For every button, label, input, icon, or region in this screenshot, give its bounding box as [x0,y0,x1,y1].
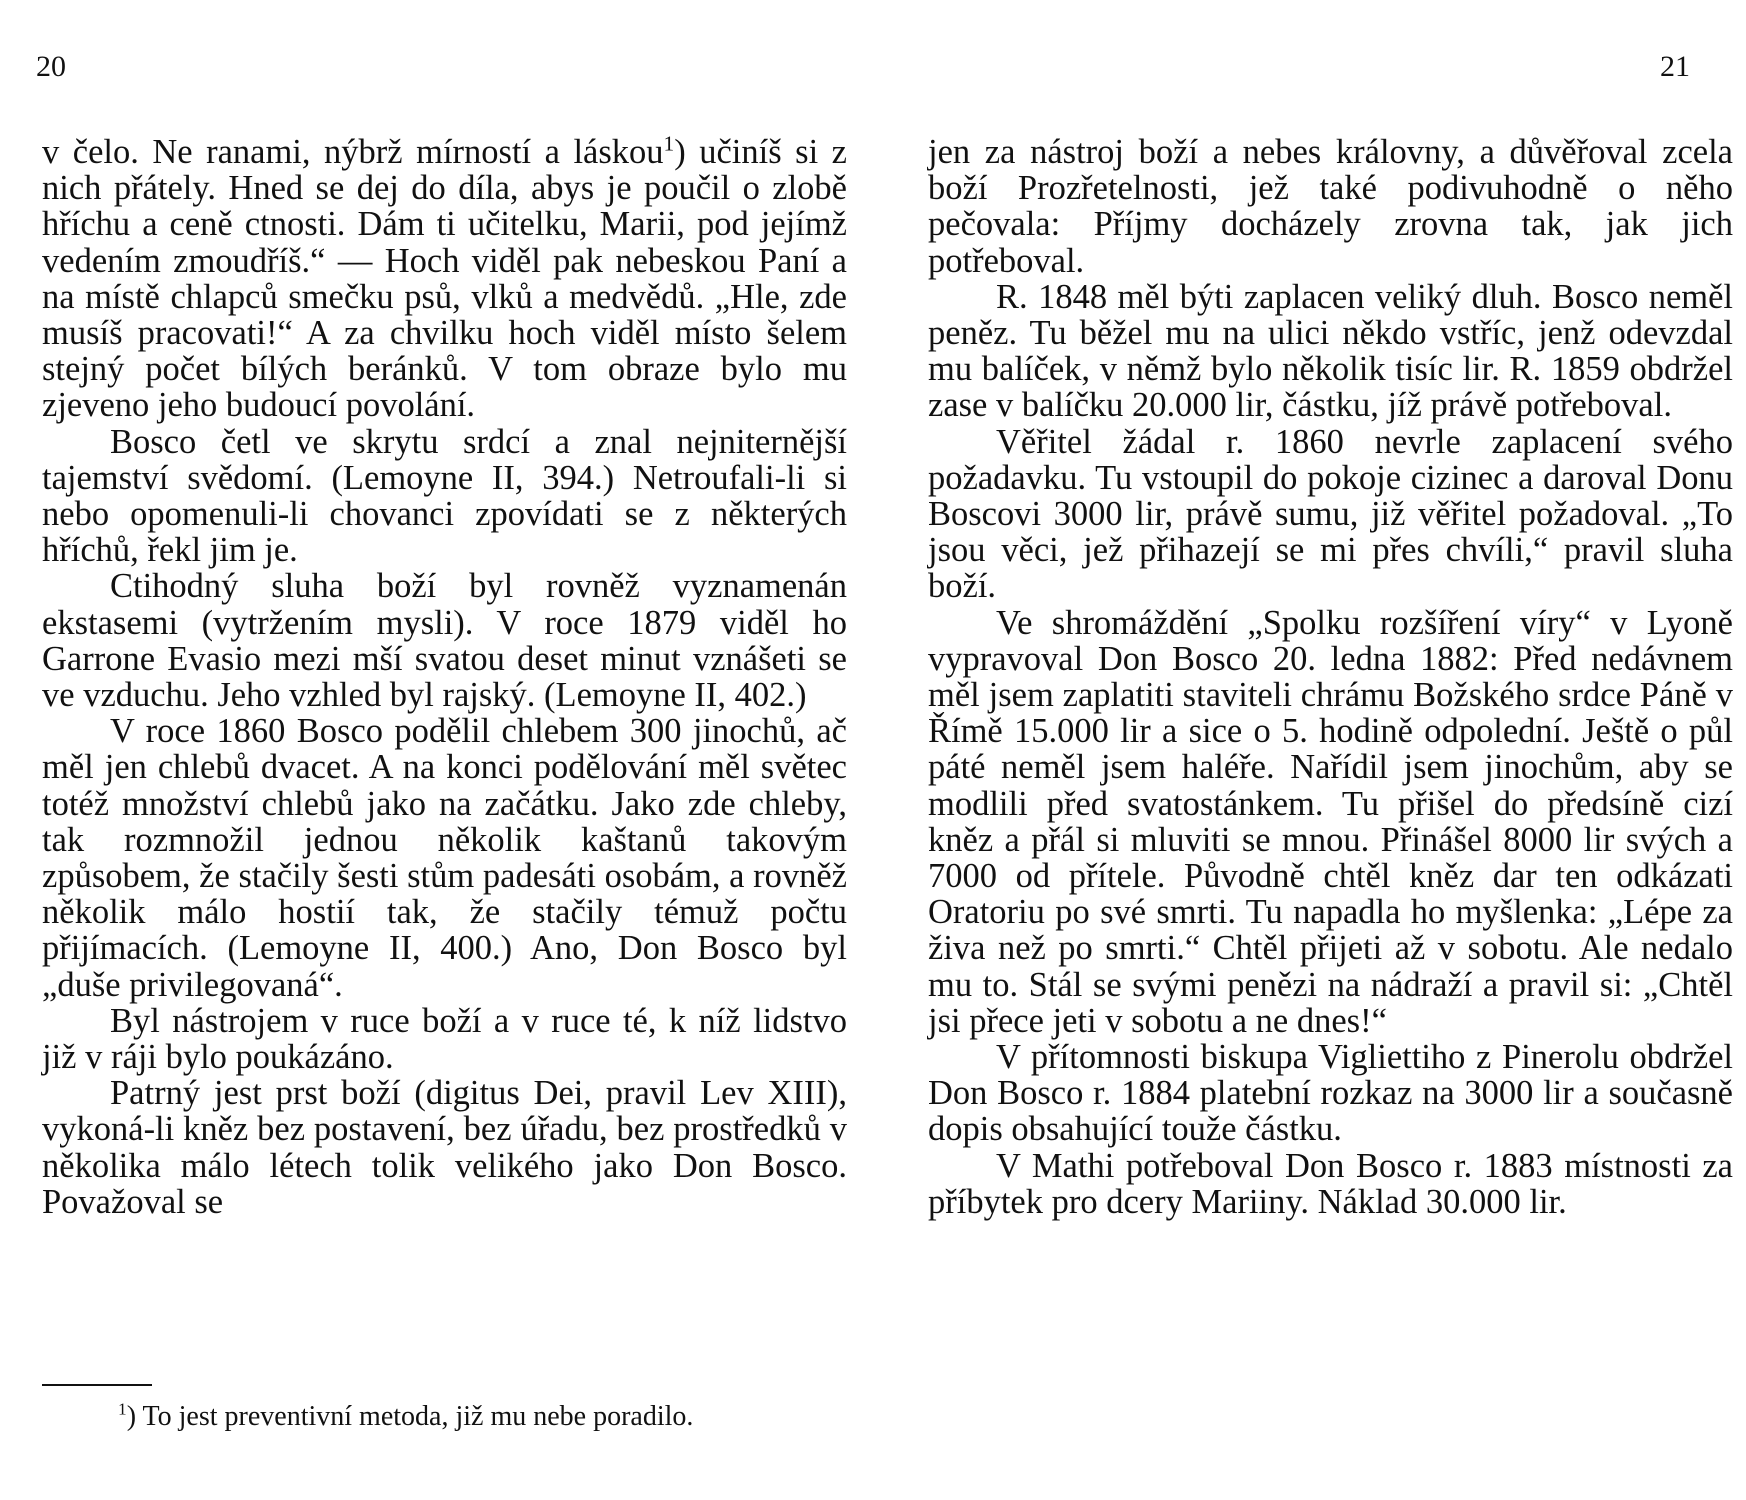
right-page-text-column [928,134,1733,1220]
right-paragraph-3: Věřitel žádal r. 1860 nevrle zaplacení svého požadavku. Tu vstoupil do pokoje cizinec a daroval Donu Boscovi 3000 lir, právě sumu, již věřitel požadoval. „To jsou věci, jež přihazejí se mi přes chvíli,“ pravil sluha boží. [928,422,1733,606]
left-paragraph-1-continuation: ) učiníš si z nich přátely. Hned se dej do díla, abys je poučil o zlobě hříchu a ceně ctnosti. Dám ti učitelku, Marii, pod jejímž vedením zmoudříš.“ — Hoch viděl pak nebeskou Paní a na místě chlapců smečku psů, vlků a medvědů. „Hle, zde musíš pracovati!“ A za chvilku hoch viděl místo šelem stejný počet bílých beránků. V tom obraze bylo mu zjeveno jeho budoucí povolání. [42,133,847,425]
right-paragraph-6: V Mathi potřeboval Don Bosco r. 1883 místnosti za příbytek pro dcery Mariiny. Náklad 30.000 lir. [928,1146,1733,1221]
right-paragraph-4: Ve shromáždění „Spolku rozšíření víry“ v Lyoně vypravoval Don Bosco 20. ledna 1882: Před nedávnem měl jsem zaplatiti staviteli chrámu Božského srdce Páně v Římě 15.000 lir a sice o 5. hodině odpolední. Ještě o půl páté neměl jsem haléře. Nařídil jsem jinochům, aby se modlili před svatostánkem. Tu přišel do předsíně cizí kněz a přál si mluviti se mnou. Přinášel 8000 lir svých a 7000 od přítele. Původně chtěl kněz dar ten odkázati Oratoriu po své smrti. Tu napadla ho myšlenka: „Lépe za živa než po smrti.“ Chtěl přijeti až v sobotu. Ale nedalo mu to. Stál se svými penězi na nádraží a pravil si: „Chtěl jsi přece jeti v sobotu a ne dnes!“ [928,603,1733,1040]
left-paragraph-2: Bosco četl ve skrytu srdcí a znal nejniternější tajemství svědomí. (Lemoyne II, 394.) Netroufali-li si nebo opomenuli-li chovanci zpovídati se z některých hříchů, řekl jim je. [42,422,847,570]
footnote-divider [42,1384,152,1386]
left-paragraph-3: Ctihodný sluha boží byl rovněž vyznamenán ekstasemi (vytržením mysli). V roce 1879 viděl ho Garrone Evasio mezi mší svatou deset minut vznášeti se ve vzduchu. Jeho vzhled byl rajský. (Lemoyne II, 402.) [42,567,847,715]
page-number-left: 20 [36,50,66,83]
left-paragraph-6: Patrný jest prst boží (digitus Dei, pravil Lev XIII), vykoná-li kněz bez postavení, bez úřadu, bez prostředků v několika málo létech tolik velikého jako Don Bosco. Považoval se [42,1074,847,1221]
footnote-reference-mark: 1 [663,131,675,156]
footnote-text: ) To jest preventivní metoda, již mu nebe poradilo. [126,1401,694,1432]
right-paragraph-5: V přítomnosti biskupa Vigliettiho z Pinerolu obdržel Don Bosco r. 1884 platební rozkaz na 3000 lir a současně dopis obsahující touže částku. [928,1038,1733,1149]
left-paragraph-4: V roce 1860 Bosco podělil chlebem 300 jinochů, ač měl jen chlebů dvacet. A na konci podělování měl světec totéž množství chlebů jako na začátku. Jako zde chleby, tak rozmnožil jednou několik kaštanů takovým způsobem, že stačily šesti stům padesáti osobám, a rovněž několik málo hostií tak, že stačily témuž počtu přijímacích. (Lemoyne II, 400.) Ano, Don Bosco byl „duše privilegovaná“. [42,712,847,1004]
right-paragraph-1: jen za nástroj boží a nebes královny, a důvěřoval zcela boží Prozřetelnosti, jež také podivuhodně o něho pečovala: Příjmy docházely zrovna tak, jak jich potřeboval. [928,133,1733,280]
left-paragraph-1-text: v čelo. Ne ranami, nýbrž mírností a láskou [42,133,664,171]
footnote [118,1400,858,1434]
footnote-mark: 1 [118,1399,127,1419]
page-number-right: 21 [1660,50,1690,83]
left-page-text-column [42,131,847,1221]
left-paragraph-5: Byl nástrojem v ruce boží a v ruce té, k níž lidstvo již v ráji bylo poukázáno. [42,1001,847,1077]
left-paragraph-1 [42,131,847,425]
right-paragraph-2: R. 1848 měl býti zaplacen veliký dluh. Bosco neměl peněz. Tu běžel mu na ulici někdo vstříc, jenž odevzdal mu balíček, v němž bylo několik tisíc lir. R. 1859 obdržel zase v balíčku 20.000 lir, částku, jíž právě potřeboval. [928,277,1733,425]
